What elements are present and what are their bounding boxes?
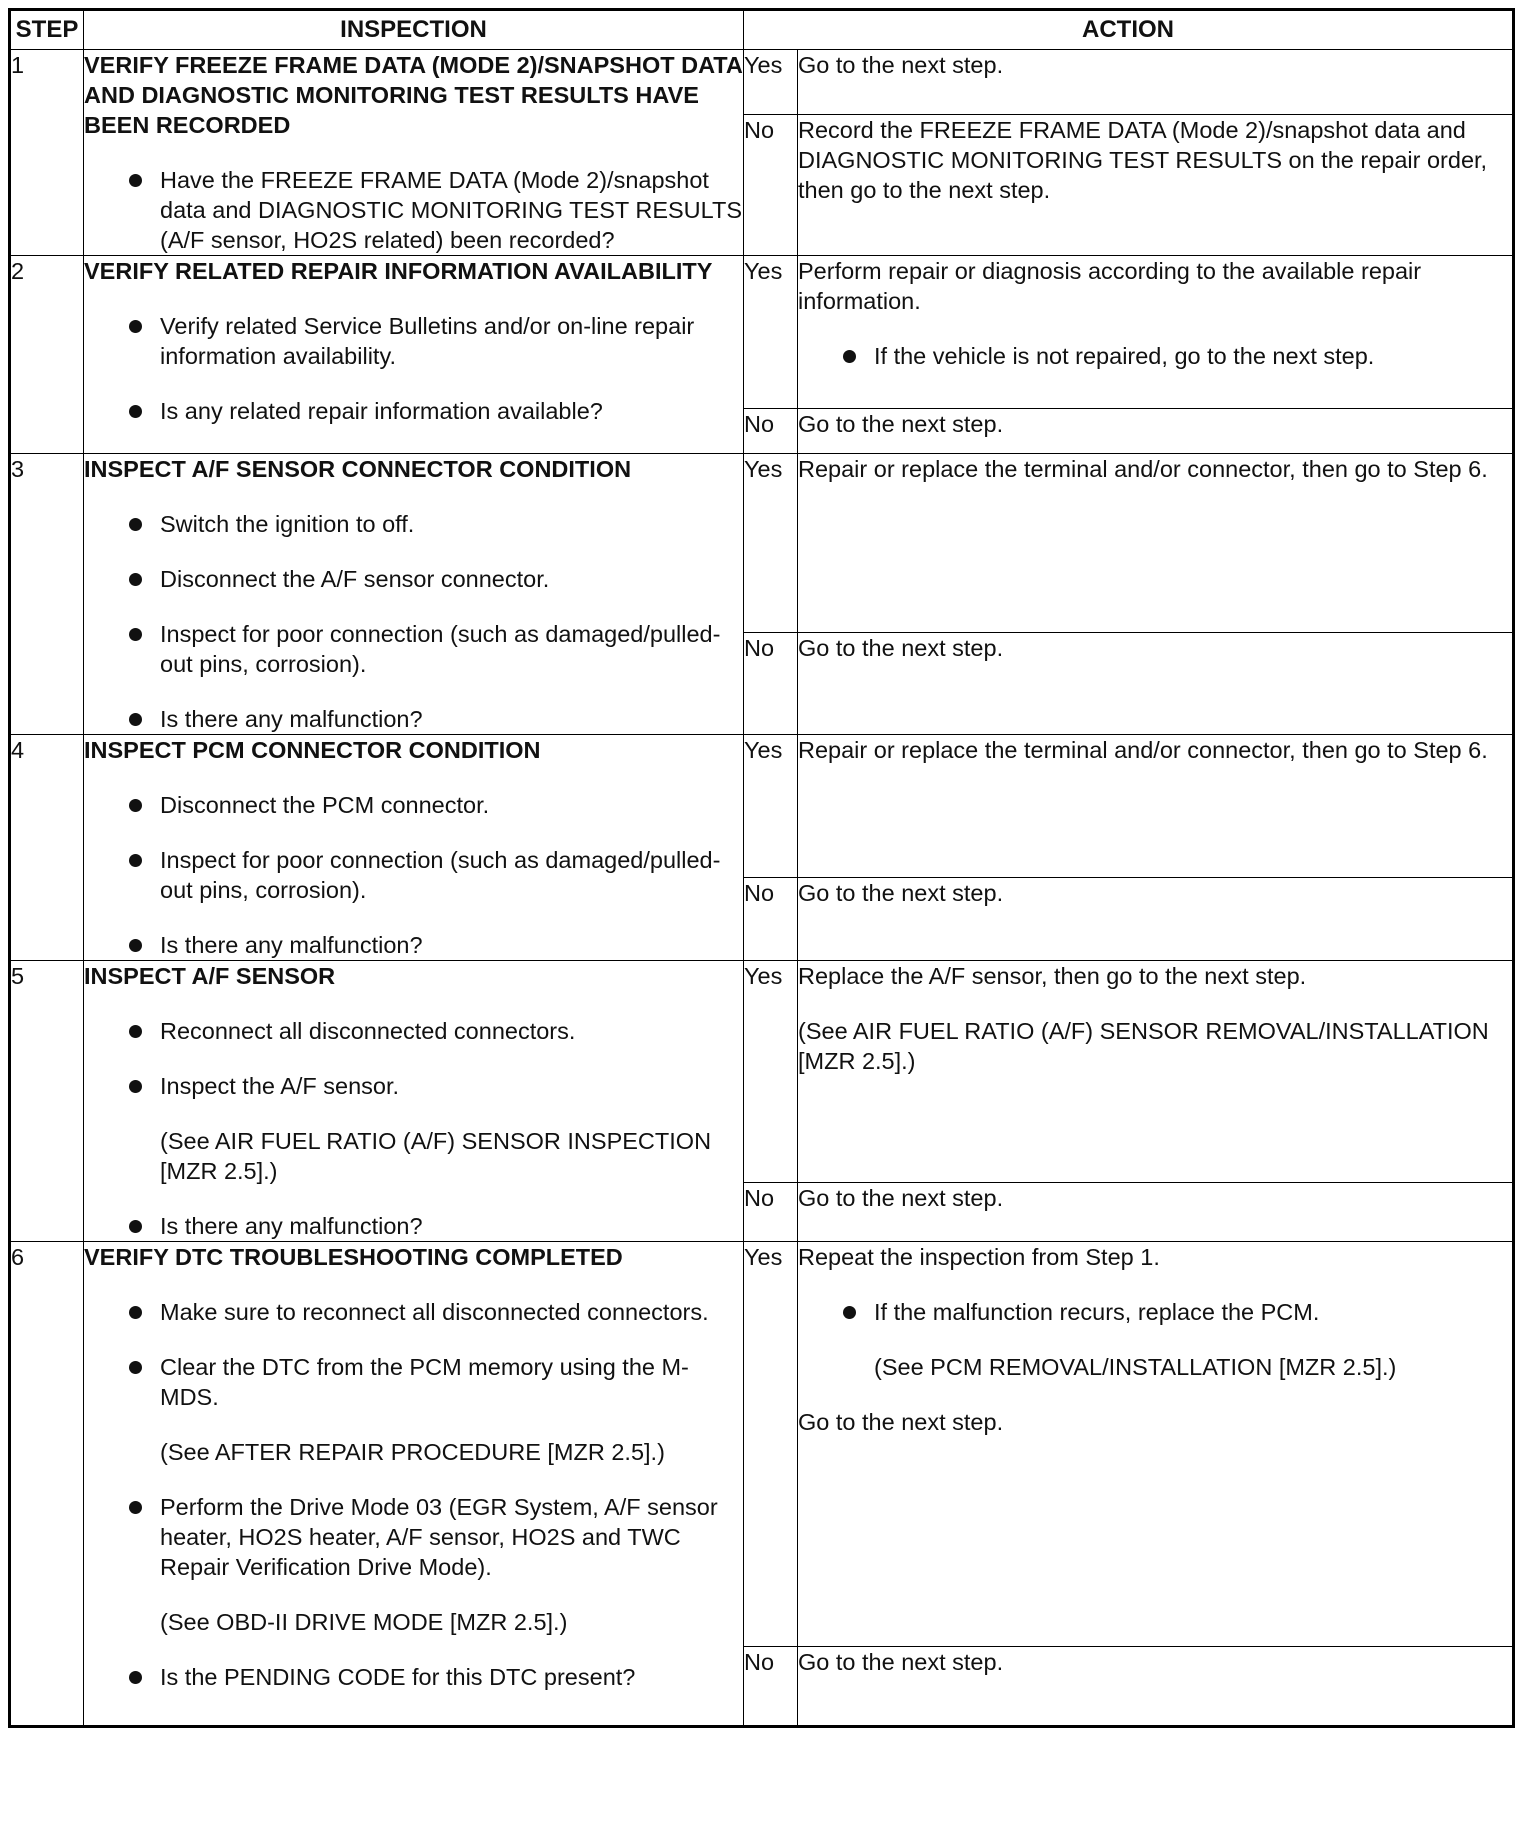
inspection-item: Reconnect all disconnected connectors. xyxy=(84,1016,743,1046)
step-number: 6 xyxy=(10,1242,84,1727)
inspection-cell xyxy=(84,1242,744,1727)
inspection-item-text: Inspect the A/F sensor. xyxy=(160,1073,400,1099)
inspection-title: INSPECT PCM CONNECTOR CONDITION xyxy=(84,737,541,763)
action-text: Replace the A/F sensor, then go to the next step. xyxy=(798,963,1307,989)
no-action xyxy=(798,115,1514,256)
inspection-title: VERIFY FREEZE FRAME DATA (MODE 2)/SNAPSHOT DATA AND DIAGNOSTIC MONITORING TEST RESULTS HAVE BEEN RECORDED xyxy=(84,52,743,138)
action-text: Go to the next step. xyxy=(798,52,1004,78)
action-text: Repair or replace the terminal and/or connector, then go to Step 6. xyxy=(798,456,1488,482)
inspection-cell xyxy=(84,961,744,1242)
inspection-cell xyxy=(84,454,744,735)
step-number: 5 xyxy=(10,961,84,1242)
inspection-reference: (See AIR FUEL RATIO (A/F) SENSOR INSPECTION [MZR 2.5].) xyxy=(160,1128,712,1184)
inspection-list xyxy=(84,165,743,255)
action-text: Go to the next step. xyxy=(798,634,1004,661)
action-text: Perform repair or diagnosis according to the available repair information. xyxy=(798,258,1422,314)
step-number: 3 xyxy=(10,454,84,735)
action-text: Repair or replace the terminal and/or connector, then go to Step 6. xyxy=(798,737,1488,763)
inspection-item: Is the PENDING CODE for this DTC present? xyxy=(84,1662,743,1692)
inspection-list xyxy=(84,1016,743,1241)
yes-action xyxy=(798,454,1514,633)
yes-label: Yes xyxy=(744,1242,798,1647)
inspection-item xyxy=(84,1352,743,1467)
action-text: Go to the next step. xyxy=(798,1649,1004,1675)
no-label: No xyxy=(744,877,798,960)
step-number: 1 xyxy=(10,50,84,256)
inspection-item: Disconnect the A/F sensor connector. xyxy=(84,564,743,594)
no-action xyxy=(798,632,1514,734)
action-item: If the vehicle is not repaired, go to the next step. xyxy=(798,341,1512,371)
inspection-title: INSPECT A/F SENSOR xyxy=(84,963,336,989)
action-text: Record the FREEZE FRAME DATA (Mode 2)/snapshot data and DIAGNOSTIC MONITORING TEST RESULTS on the repair order, then go to the next step. xyxy=(798,117,1488,204)
action-list xyxy=(798,1297,1512,1327)
inspection-item: Is there any malfunction? xyxy=(84,1211,743,1241)
action-reference: (See AIR FUEL RATIO (A/F) SENSOR REMOVAL/INSTALLATION [MZR 2.5].) xyxy=(798,1018,1489,1074)
inspection-title: INSPECT A/F SENSOR CONNECTOR CONDITION xyxy=(84,456,632,482)
table-header-row xyxy=(10,10,1514,50)
action-text: Go to the next step. xyxy=(798,411,1004,437)
action-text: Go to the next step. xyxy=(798,879,1004,906)
no-action xyxy=(798,409,1514,454)
table-row xyxy=(10,961,1514,1183)
no-label: No xyxy=(744,409,798,454)
troubleshooting-document xyxy=(8,8,1515,1728)
inspection-list xyxy=(84,790,743,960)
inspection-list xyxy=(84,1297,743,1692)
yes-label: Yes xyxy=(744,50,798,115)
inspection-reference: (See OBD-II DRIVE MODE [MZR 2.5].) xyxy=(160,1609,568,1635)
inspection-item xyxy=(84,1492,743,1637)
table-row xyxy=(10,256,1514,409)
inspection-item: Make sure to reconnect all disconnected connectors. xyxy=(84,1297,743,1327)
inspection-title: VERIFY RELATED REPAIR INFORMATION AVAILABILITY xyxy=(84,258,713,284)
inspection-title: VERIFY DTC TROUBLESHOOTING COMPLETED xyxy=(84,1244,623,1270)
inspection-column-header: INSPECTION xyxy=(84,10,744,50)
table-row xyxy=(10,1242,1514,1647)
inspection-item: Is any related repair information available? xyxy=(84,396,743,426)
inspection-item-text: Perform the Drive Mode 03 (EGR System, A/F sensor heater, HO2S heater, A/F sensor, HO2S and TWC Repair Verification Drive Mode). xyxy=(160,1494,718,1580)
yes-action xyxy=(798,735,1514,878)
step-column-header: STEP xyxy=(10,10,84,50)
step-number: 2 xyxy=(10,256,84,454)
yes-action xyxy=(798,1242,1514,1647)
action-text: Go to the next step. xyxy=(798,1185,1004,1212)
yes-action xyxy=(798,50,1514,115)
action-item: If the malfunction recurs, replace the PCM. xyxy=(798,1297,1512,1327)
yes-label: Yes xyxy=(744,735,798,878)
no-label: No xyxy=(744,632,798,734)
inspection-item: Inspect for poor connection (such as damaged/pulled-out pins, corrosion). xyxy=(84,619,743,679)
action-list xyxy=(798,341,1512,371)
inspection-item: Is there any malfunction? xyxy=(84,930,743,960)
table-row xyxy=(10,735,1514,878)
action-text: Repeat the inspection from Step 1. xyxy=(798,1244,1160,1270)
table-row xyxy=(10,454,1514,633)
inspection-list xyxy=(84,509,743,734)
troubleshooting-table xyxy=(8,8,1515,1728)
inspection-item: Verify related Service Bulletins and/or on-line repair information availability. xyxy=(84,311,743,371)
action-column-header: ACTION xyxy=(744,10,1514,50)
no-action xyxy=(798,1647,1514,1727)
yes-action xyxy=(798,256,1514,409)
yes-label: Yes xyxy=(744,961,798,1183)
no-action xyxy=(798,877,1514,960)
no-label: No xyxy=(744,1183,798,1242)
inspection-item-text: Clear the DTC from the PCM memory using the M-MDS. xyxy=(160,1354,689,1410)
inspection-item: Switch the ignition to off. xyxy=(84,509,743,539)
no-label: No xyxy=(744,1647,798,1727)
inspection-list xyxy=(84,311,743,426)
inspection-item: Have the FREEZE FRAME DATA (Mode 2)/snapshot data and DIAGNOSTIC MONITORING TEST RESULTS (A/F sensor, HO2S related) been recorded? xyxy=(84,165,743,255)
step-number: 4 xyxy=(10,735,84,961)
inspection-item: Inspect for poor connection (such as damaged/pulled-out pins, corrosion). xyxy=(84,845,743,905)
table-row xyxy=(10,50,1514,115)
yes-label: Yes xyxy=(744,454,798,633)
no-action xyxy=(798,1183,1514,1242)
inspection-item: Is there any malfunction? xyxy=(84,704,743,734)
action-text: Go to the next step. xyxy=(798,1409,1004,1435)
no-label: No xyxy=(744,115,798,256)
inspection-cell xyxy=(84,50,744,256)
yes-label: Yes xyxy=(744,256,798,409)
inspection-item: Disconnect the PCM connector. xyxy=(84,790,743,820)
inspection-item xyxy=(84,1071,743,1186)
yes-action xyxy=(798,961,1514,1183)
inspection-cell xyxy=(84,256,744,454)
inspection-cell xyxy=(84,735,744,961)
action-reference: (See PCM REMOVAL/INSTALLATION [MZR 2.5].) xyxy=(874,1354,1397,1380)
inspection-reference: (See AFTER REPAIR PROCEDURE [MZR 2.5].) xyxy=(160,1439,665,1465)
